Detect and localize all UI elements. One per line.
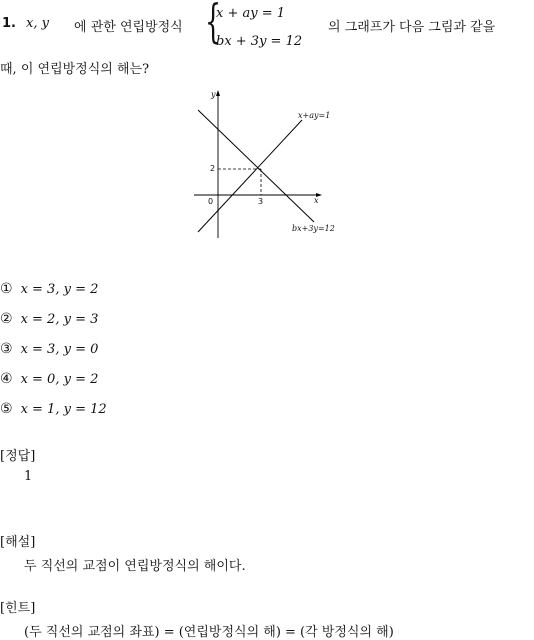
y-axis-arrow (216, 90, 220, 96)
option-5[interactable] (0, 401, 107, 417)
stem-text-1: 에 관한 연립방정식 (74, 20, 183, 35)
tick-y-2: 2 (210, 164, 216, 173)
answer-heading: [정답] (0, 449, 36, 464)
answer-value: 1 (24, 469, 33, 484)
line-x-plus-ay (198, 110, 314, 222)
option-text: x = 3, y = 0 (20, 342, 99, 357)
option-1[interactable] (0, 281, 98, 297)
hint-heading: [힌트] (0, 601, 36, 616)
option-text: x = 0, y = 2 (20, 372, 99, 387)
option-text: x = 1, y = 12 (20, 402, 107, 417)
explanation-text: 두 직선의 교점이 연립방정식의 해이다. (24, 559, 246, 574)
option-text: x = 3, y = 2 (20, 282, 99, 297)
option-3[interactable] (0, 341, 98, 357)
system-brace: { (205, 0, 222, 48)
option-4[interactable] (0, 371, 98, 387)
option-marker: ③ (0, 341, 13, 357)
option-marker: ④ (0, 371, 13, 387)
stem-text-3: 때, 이 연립방정식의 해는? (0, 62, 150, 77)
y-axis-label: y (211, 90, 216, 99)
x-axis-label: x (314, 196, 319, 205)
origin-label: 0 (208, 197, 214, 206)
system-equation-2: bx + 3y = 12 (216, 34, 303, 49)
system-equation-1: x + ay = 1 (216, 6, 286, 21)
hint-text: (두 직선의 교점의 좌표) = (연립방정식의 해) = (각 방정식의 해) (24, 625, 394, 640)
option-2[interactable] (0, 311, 98, 327)
question-number: 1. (2, 16, 16, 31)
stem-text-2: 의 그래프가 다음 그림과 같을 (328, 20, 496, 35)
stem-variables: x, y (26, 16, 49, 31)
line1-label: x+ay=1 (298, 111, 331, 120)
explanation-heading: [해설] (0, 535, 36, 550)
option-text: x = 2, y = 3 (20, 312, 99, 327)
option-marker: ⑤ (0, 401, 13, 417)
option-marker: ② (0, 311, 13, 327)
line2-label: bx+3y=12 (292, 224, 335, 233)
tick-x-3: 3 (258, 197, 264, 206)
option-marker: ① (0, 281, 13, 297)
line-bx-plus-3y (198, 120, 302, 232)
